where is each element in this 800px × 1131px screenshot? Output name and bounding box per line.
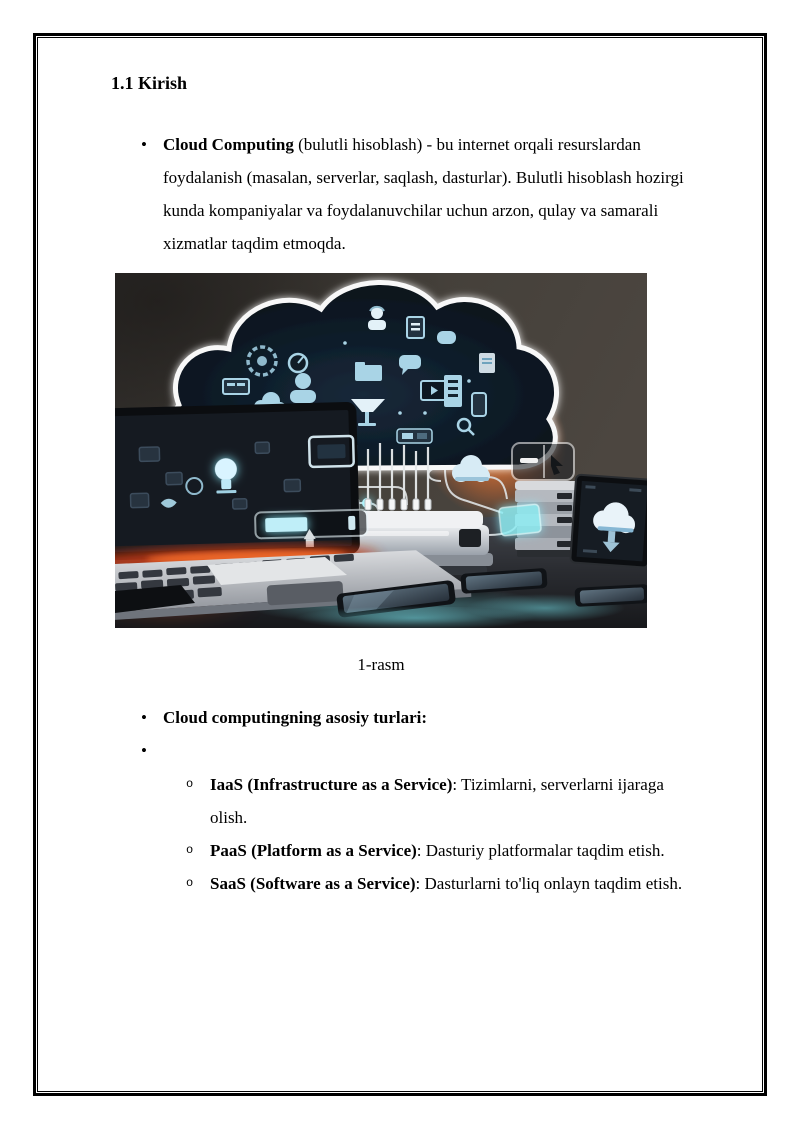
sub-bullet-marker: o — [186, 777, 194, 791]
intro-lead-bold: Cloud Computing — [163, 135, 294, 154]
iaas-line-2: olish. — [210, 808, 248, 827]
bullet-marker: • — [141, 135, 147, 154]
types-heading: Cloud computingning asosiy turlari: — [163, 708, 428, 727]
cloud-computing-illustration — [115, 273, 647, 628]
intro-line-1 — [163, 128, 684, 161]
paas-rest: : Dasturiy platformalar taqdim etish. — [416, 841, 665, 860]
bullet-marker-empty: • — [141, 741, 147, 760]
list-item-paas — [210, 834, 665, 867]
intro-line-4: xizmatlar taqdim etmoqda. — [163, 234, 346, 253]
section-heading: 1.1 Kirish — [111, 73, 188, 93]
saas-rest: : Dasturlarni to'liq onlayn taqdim etish. — [415, 874, 683, 893]
tablet — [570, 475, 647, 568]
paas-bold: PaaS (Platform as a Service) — [210, 841, 417, 860]
iaas-bold: IaaS (Infrastructure as a Service) — [210, 775, 453, 794]
bullet-marker: • — [141, 708, 147, 727]
intro-line-3: kunda kompaniyalar va foydalanuvchilar uchun arzon, qulay va samarali — [163, 201, 659, 220]
card-reader-device — [512, 443, 574, 480]
figure-caption: 1-rasm — [357, 655, 405, 674]
iaas-line-1 — [210, 768, 664, 801]
smartphone-3 — [575, 584, 647, 607]
figure — [115, 273, 647, 628]
intro-line-1-rest: (bulutli hisoblash) - bu internet orqali resurslardan — [293, 135, 641, 154]
holo-card — [499, 504, 542, 536]
list-item-iaas — [210, 768, 664, 834]
intro-paragraph — [163, 128, 684, 260]
sub-bullet-marker: o — [186, 876, 194, 890]
list-item-saas — [210, 867, 682, 900]
iaas-rest: : Tizimlarni, serverlarni ijaraga — [452, 775, 664, 794]
intro-line-2: foydalanish (masalan, serverlar, saqlash, dasturlar). Bulutli hisoblash hozirgi — [163, 168, 684, 187]
saas-bold: SaaS (Software as a Service) — [210, 874, 416, 893]
sub-bullet-marker: o — [186, 843, 194, 857]
